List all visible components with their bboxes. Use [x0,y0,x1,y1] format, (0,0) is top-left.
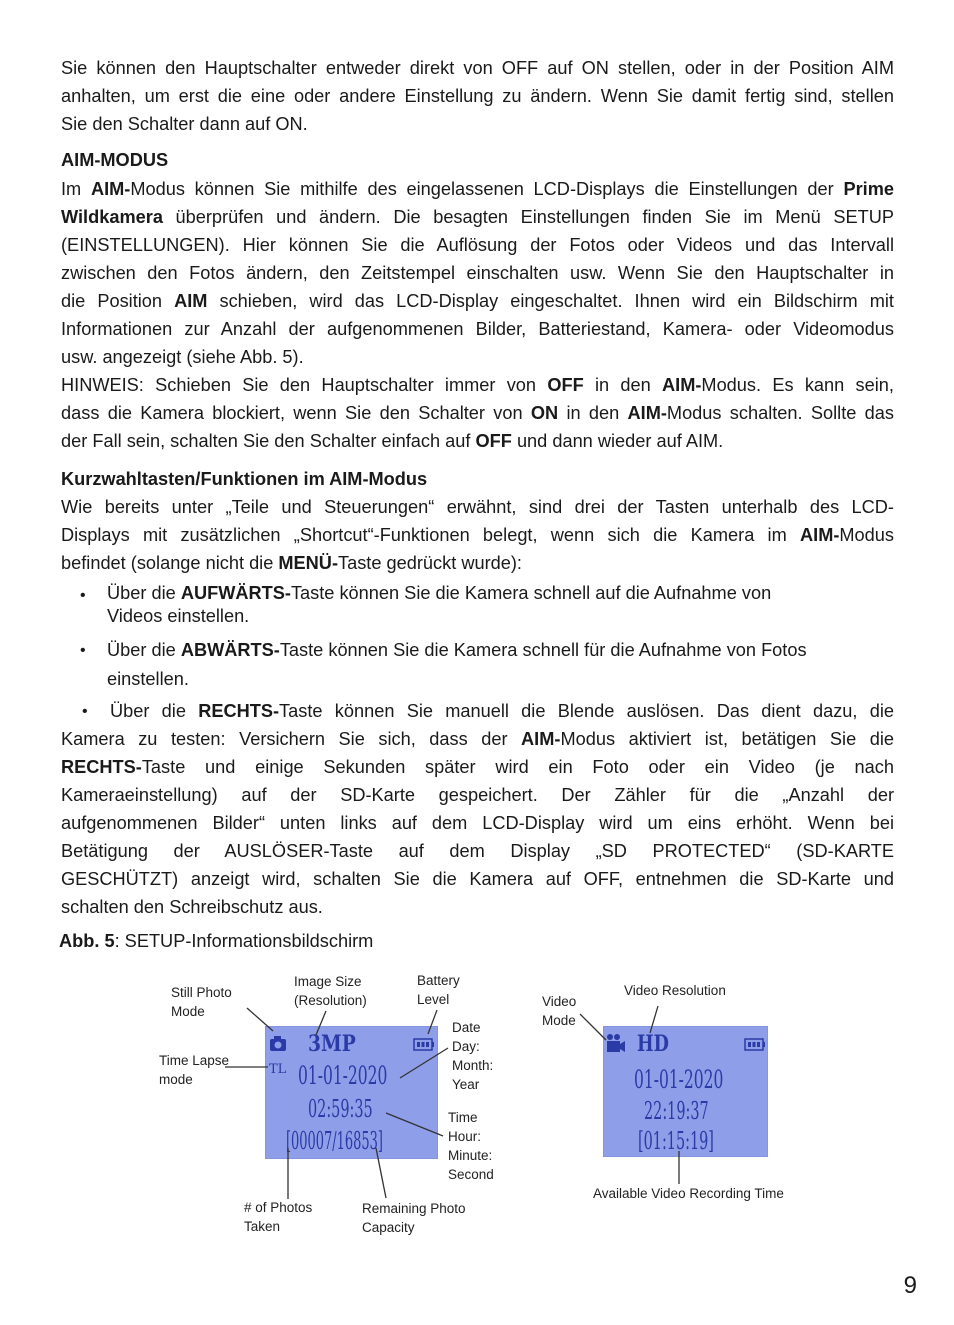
bullet-line: Über die AUFWÄRTS-Taste können Sie die Kamera schnell auf die Aufnahme von [107,583,772,603]
note-line: dass die Kamera blockiert, wenn Sie den Schalter von ON in den AIM-Modus schalten. Sollte das [61,403,894,423]
aim-mode-heading: AIM-MODUS [61,150,169,170]
label-time-lapse: Time Lapse mode [159,1053,230,1087]
video-date-value: 01-01-2020 [634,1065,724,1094]
intro-line: Sie den Schalter dann auf ON. [61,114,308,134]
label-video-recording-time: Available Video Recording Time [593,1186,784,1201]
label-date: Date Day: Month: Year [452,1020,494,1092]
intro-line: Sie können den Hauptschalter entweder direkt von OFF auf ON stellen, oder in der Position AIM [61,58,894,78]
bullet-line: Über die ABWÄRTS-Taste können Sie die Kamera schnell für die Aufnahme von Fotos [107,640,807,660]
photo-counter: [00007/16853] [286,1127,383,1155]
intro-line: anhalten, um erst die eine oder andere Einstellung zu ändern. Wenn Sie damit fertig sind, stellen [61,86,894,106]
aim-line: Im AIM-Modus können Sie mithilfe des eingelassenen LCD-Displays die Einstellungen der Prime [61,179,894,199]
bullet-line: Kamera zu testen: Versichern Sie sich, dass der AIM-Modus aktiviert ist, betätigen Sie die [61,729,894,749]
aim-line: die Position AIM schieben, wird das LCD-Display eingeschaltet. Ihnen wird ein Bildschirm mit [61,291,894,311]
timelapse-indicator: TL [269,1062,287,1077]
aim-line: Informationen zur Anzahl der aufgenommenen Bilder, Batteriestand, Kamera- oder Videomodus [61,319,894,339]
bullet-line: schalten den Schreibschutz aus. [61,897,323,917]
date-value: 01-01-2020 [298,1061,388,1090]
label-still-photo-mode: Still Photo Mode [171,985,232,1019]
shortcut-line: befindet (solange nicht die MENÜ-Taste gedrückt wurde): [61,553,522,573]
aim-line: Wildkamera überprüfen und ändern. Die besagten Einstellungen finden Sie im Menü SETUP [61,207,894,227]
video-time-value: 22:19:37 [644,1097,709,1125]
label-image-size: Image Size (Resolution) [294,974,367,1008]
resolution-value: 3MP [308,1031,356,1057]
bullet-marker: • [82,703,88,720]
bullet-line: einstellen. [107,669,189,689]
bullet-line: GESCHÜTZT) anzeigt wird, schalten Sie die Kamera auf OFF, entnehmen die SD-Karte und [61,869,894,889]
shortcut-heading: Kurzwahltasten/Funktionen im AIM-Modus [61,469,428,489]
video-lcd-screen [603,1026,768,1157]
video-resolution-value: HD [637,1031,669,1057]
bullet-line: Kameraeinstellung) auf der SD-Karte gespeichert. Der Zähler für die „Anzahl der [61,785,894,805]
aim-line: usw. angezeigt (siehe Abb. 5). [61,347,304,367]
shortcut-line: Displays mit zusätzlichen „Shortcut“-Funktionen belegt, wenn sich die Kamera im AIM-Modus [61,525,894,545]
label-battery-level: Battery Level [417,973,460,1007]
note-line: der Fall sein, schalten Sie den Schalter einfach auf OFF und dann wieder auf AIM. [61,431,724,451]
label-remaining-capacity: Remaining Photo Capacity [362,1201,466,1235]
photo-lcd-screen [265,1026,438,1159]
note-line: HINWEIS: Schieben Sie den Hauptschalter immer von OFF in den AIM-Modus. Es kann sein, [61,375,894,395]
aim-line: (EINSTELLUNGEN). Hier können Sie die Auflösung der Fotos oder Videos und das Intervall [61,235,894,255]
video-remaining-time: [01:15:19] [638,1127,714,1155]
page-number: 9 [903,1272,917,1299]
shortcut-line: Wie bereits unter „Teile und Steuerungen“ erwähnt, sind drei der Tasten unterhalb des LCD- [61,497,894,517]
label-time: Time Hour: Minute: Second [448,1110,494,1182]
bullet-marker: • [80,642,86,659]
bullet-line: Videos einstellen. [107,606,250,626]
time-value: 02:59:35 [308,1095,373,1123]
bullet-marker: • [80,587,86,604]
figure-caption: Abb. 5: SETUP-Informationsbildschirm [59,931,374,951]
bullet-line: aufgenommenen Bilder“ unten links auf dem LCD-Display wird um eins erhöht. Wenn bei [61,813,894,833]
label-video-resolution: Video Resolution [624,983,726,998]
label-photos-taken: # of Photos Taken [244,1200,313,1234]
bullet-line: Betätigung der AUSLÖSER-Taste auf dem Display „SD PROTECTED“ (SD-KARTE [61,841,894,861]
bullet-line: Über die RECHTS-Taste können Sie manuell die Blende auslösen. Das dient dazu, die [110,701,894,721]
bullet-line: RECHTS-Taste und einige Sekunden später wird ein Foto oder ein Video (je nach [61,757,894,777]
aim-line: zwischen den Fotos ändern, den Zeitstempel einschalten usw. Wenn Sie den Hauptschalter in [61,263,894,283]
label-video-mode: Video Mode [542,994,577,1028]
